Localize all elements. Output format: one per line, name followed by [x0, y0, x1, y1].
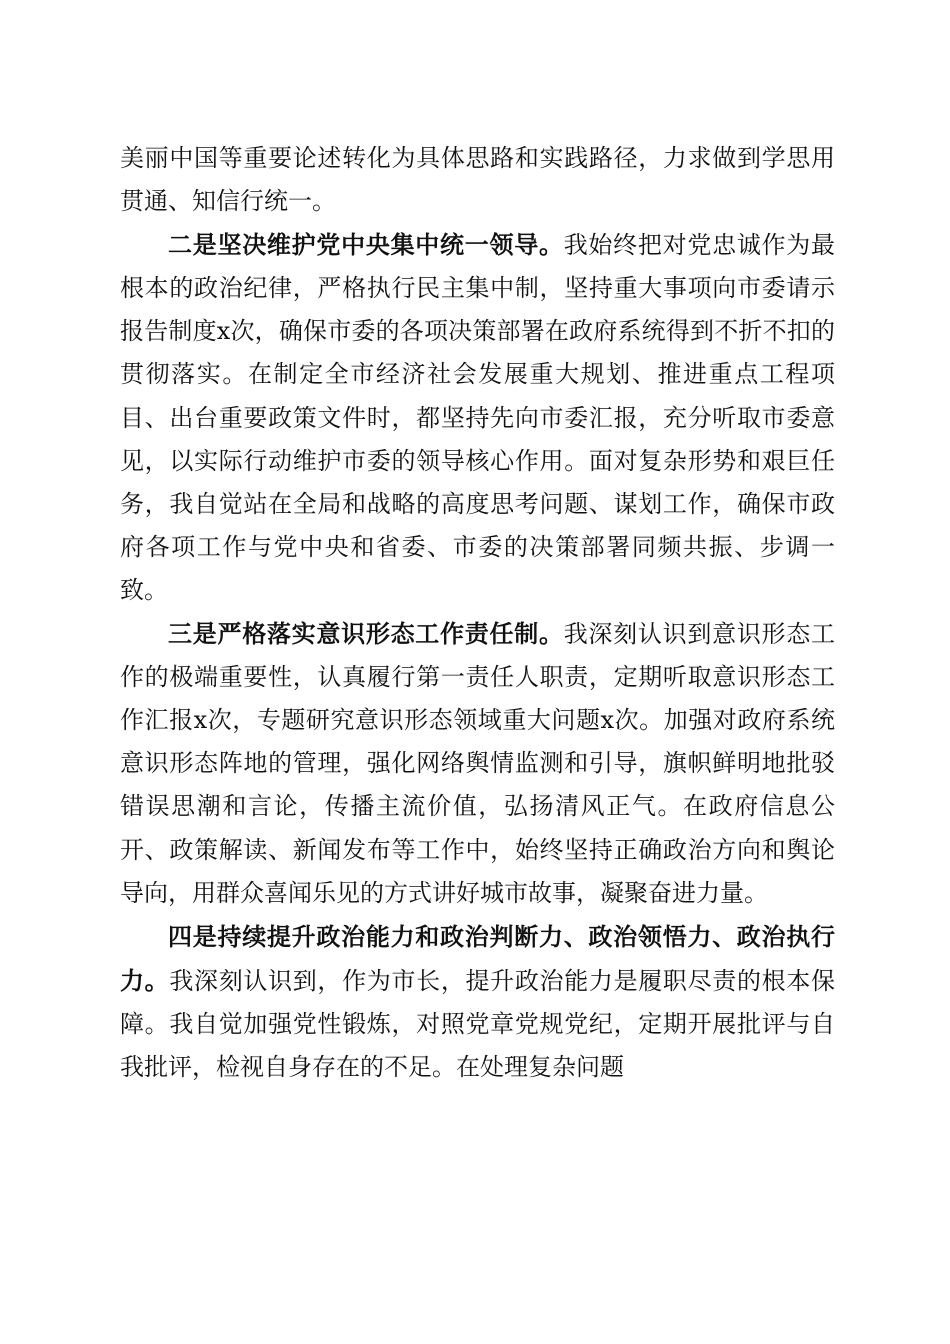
paragraph-3: [120, 612, 835, 915]
paragraph-body: 我深刻认识到意识形态工作的极端重要性，认真履行第一责任人职责，定期听取意识形态工作汇报x次，专题研究意识形态领域重大问题x次。加强对政府系统意识形态阵地的管理，强化网络舆情监测和引导，旗帜鲜明地批驳错误思潮和言论，传播主流价值，弘扬清风正气。在政府信息公开、政策解读、新闻发布等工作中，始终坚持正确政治方向和舆论导向，用群众喜闻乐见的方式讲好城市故事，凝聚奋进力量。: [120, 620, 836, 907]
paragraph-4: [120, 915, 835, 1089]
document-page: [120, 137, 835, 1089]
paragraph-lead: 二是坚决维护党中央集中统一领导。: [168, 230, 564, 260]
paragraph-body: 我始终把对党忠诚作为最根本的政治纪律，严格执行民主集中制，坚持重大事项向市委请示报告制度x次，确保市委的各项决策部署在政府系统得到不折不扣的贯彻落实。在制定全市经济社会发展重大规划、推进重点工程项目、出台重要政策文件时，都坚持先向市委汇报，充分听取市委意见，以实际行动维护市委的领导核心作用。面对复杂形势和艰巨任务，我自觉站在全局和战略的高度思考问题、谋划工作，确保市政府各项工作与党中央和省委、市委的决策部署同频共振、步调一致。: [120, 231, 836, 604]
paragraph-continuation: [120, 137, 835, 223]
paragraph-body: 我深刻认识到，作为市长，提升政治能力是履职尽责的根本保障。我自觉加强党性锻炼，对照党章党规党纪，定期开展批评与自我批评，检视自身存在的不足。在处理复杂问题: [120, 966, 836, 1081]
paragraph-2: [120, 223, 835, 612]
paragraph-body: 美丽中国等重要论述转化为具体思路和实践路径，力求做到学思用贯通、知信行统一。: [120, 144, 835, 216]
paragraph-lead: 四是持续提升政治能力和政治判断力、政治领悟力、政治执行力。: [120, 921, 835, 995]
paragraph-lead: 三是严格落实意识形态工作责任制。: [168, 619, 564, 649]
